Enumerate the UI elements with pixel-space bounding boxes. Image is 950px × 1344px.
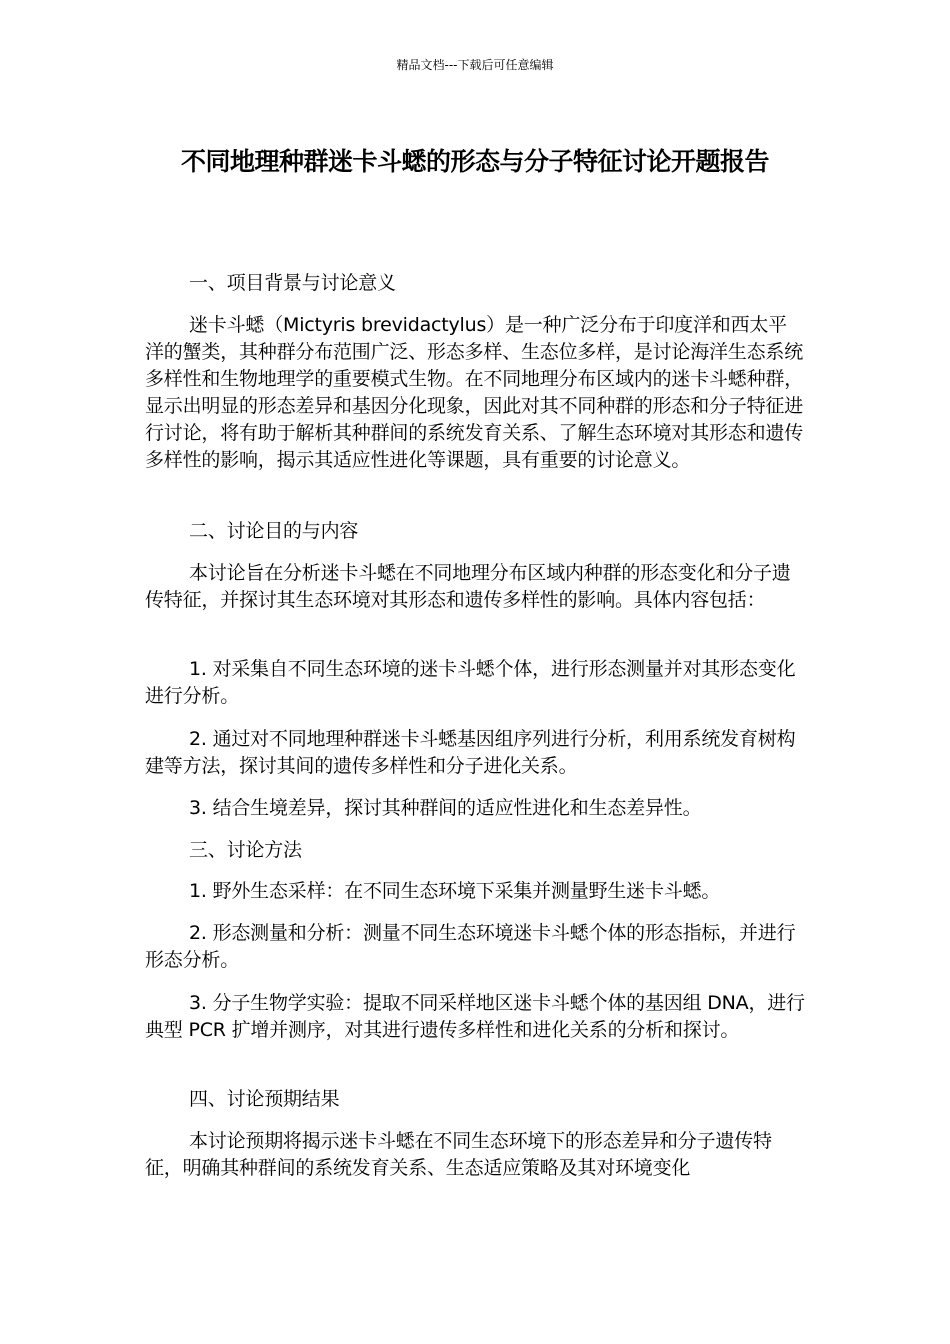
heading-text: 二、讨论目的与内容 [189,520,359,542]
section-2-item-1 [145,656,805,710]
section-3-heading [145,837,805,864]
list-item-text: 3. 分子生物学实验：提取不同采样地区迷卡斗蟋个体的基因组 DNA，进行典型 PCR 扩增并测序，对其进行遗传多样性和进化关系的分析和探讨。 [145,992,805,1041]
section-3-item-2 [145,920,805,974]
section-2-item-2 [145,726,805,780]
heading-text: 四、讨论预期结果 [189,1088,340,1110]
section-3-item-1 [145,878,805,905]
paragraph-text: 本讨论预期将揭示迷卡斗蟋在不同生态环境下的形态差异和分子遗传特征，明确其种群间的系统发育关系、生态适应策略及其对环境变化 [145,1130,772,1179]
list-item-text: 2. 通过对不同地理种群迷卡斗蟋基因组序列进行分析，利用系统发育树构建等方法，探讨其间的遗传多样性和分子进化关系。 [145,728,796,777]
section-2-item-3 [145,795,805,822]
document-title: 不同地理种群迷卡斗蟋的形态与分子特征讨论开题报告 [180,147,769,176]
list-item-text: 1. 野外生态采样：在不同生态环境下采集并测量野生迷卡斗蟋。 [189,880,721,902]
heading-text: 三、讨论方法 [189,839,302,861]
section-1-paragraph [145,312,805,474]
section-3-item-3 [145,990,805,1044]
section-4-heading [145,1086,805,1113]
list-item-text: 3. 结合生境差异，探讨其种群间的适应性进化和生态差异性。 [189,797,702,819]
section-1-heading [145,270,805,297]
page-header: 精品文档---下载后可任意编辑 [396,58,554,72]
paragraph-text: 本讨论旨在分析迷卡斗蟋在不同地理分布区域内种群的形态变化和分子遗传特征，并探讨其生态环境对其形态和遗传多样性的影响。具体内容包括： [145,562,791,611]
paragraph-text: 迷卡斗蟋（Mictyris brevidactylus）是一种广泛分布于印度洋和西太平洋的蟹类，其种群分布范围广泛、形态多样、生态位多样，是讨论海洋生态系统多样性和生物地理学的重要模式生物。在不同地理分布区域内的迷卡斗蟋种群，显示出明显的形态差异和基因分化现象，因此对其不同种群的形态和分子特征进行讨论，将有助于解析其种群间的系统发育关系、了解生态环境对其形态和遗传多样性的影响，揭示其适应性进化等课题，具有重要的讨论意义。 [145,314,804,471]
section-2-paragraph [145,560,805,614]
section-4-paragraph [145,1128,805,1182]
section-2-heading [145,518,805,545]
list-item-text: 2. 形态测量和分析：测量不同生态环境迷卡斗蟋个体的形态指标，并进行形态分析。 [145,922,796,971]
heading-text: 一、项目背景与讨论意义 [189,272,396,294]
list-item-text: 1. 对采集自不同生态环境的迷卡斗蟋个体，进行形态测量并对其形态变化进行分析。 [145,658,796,707]
